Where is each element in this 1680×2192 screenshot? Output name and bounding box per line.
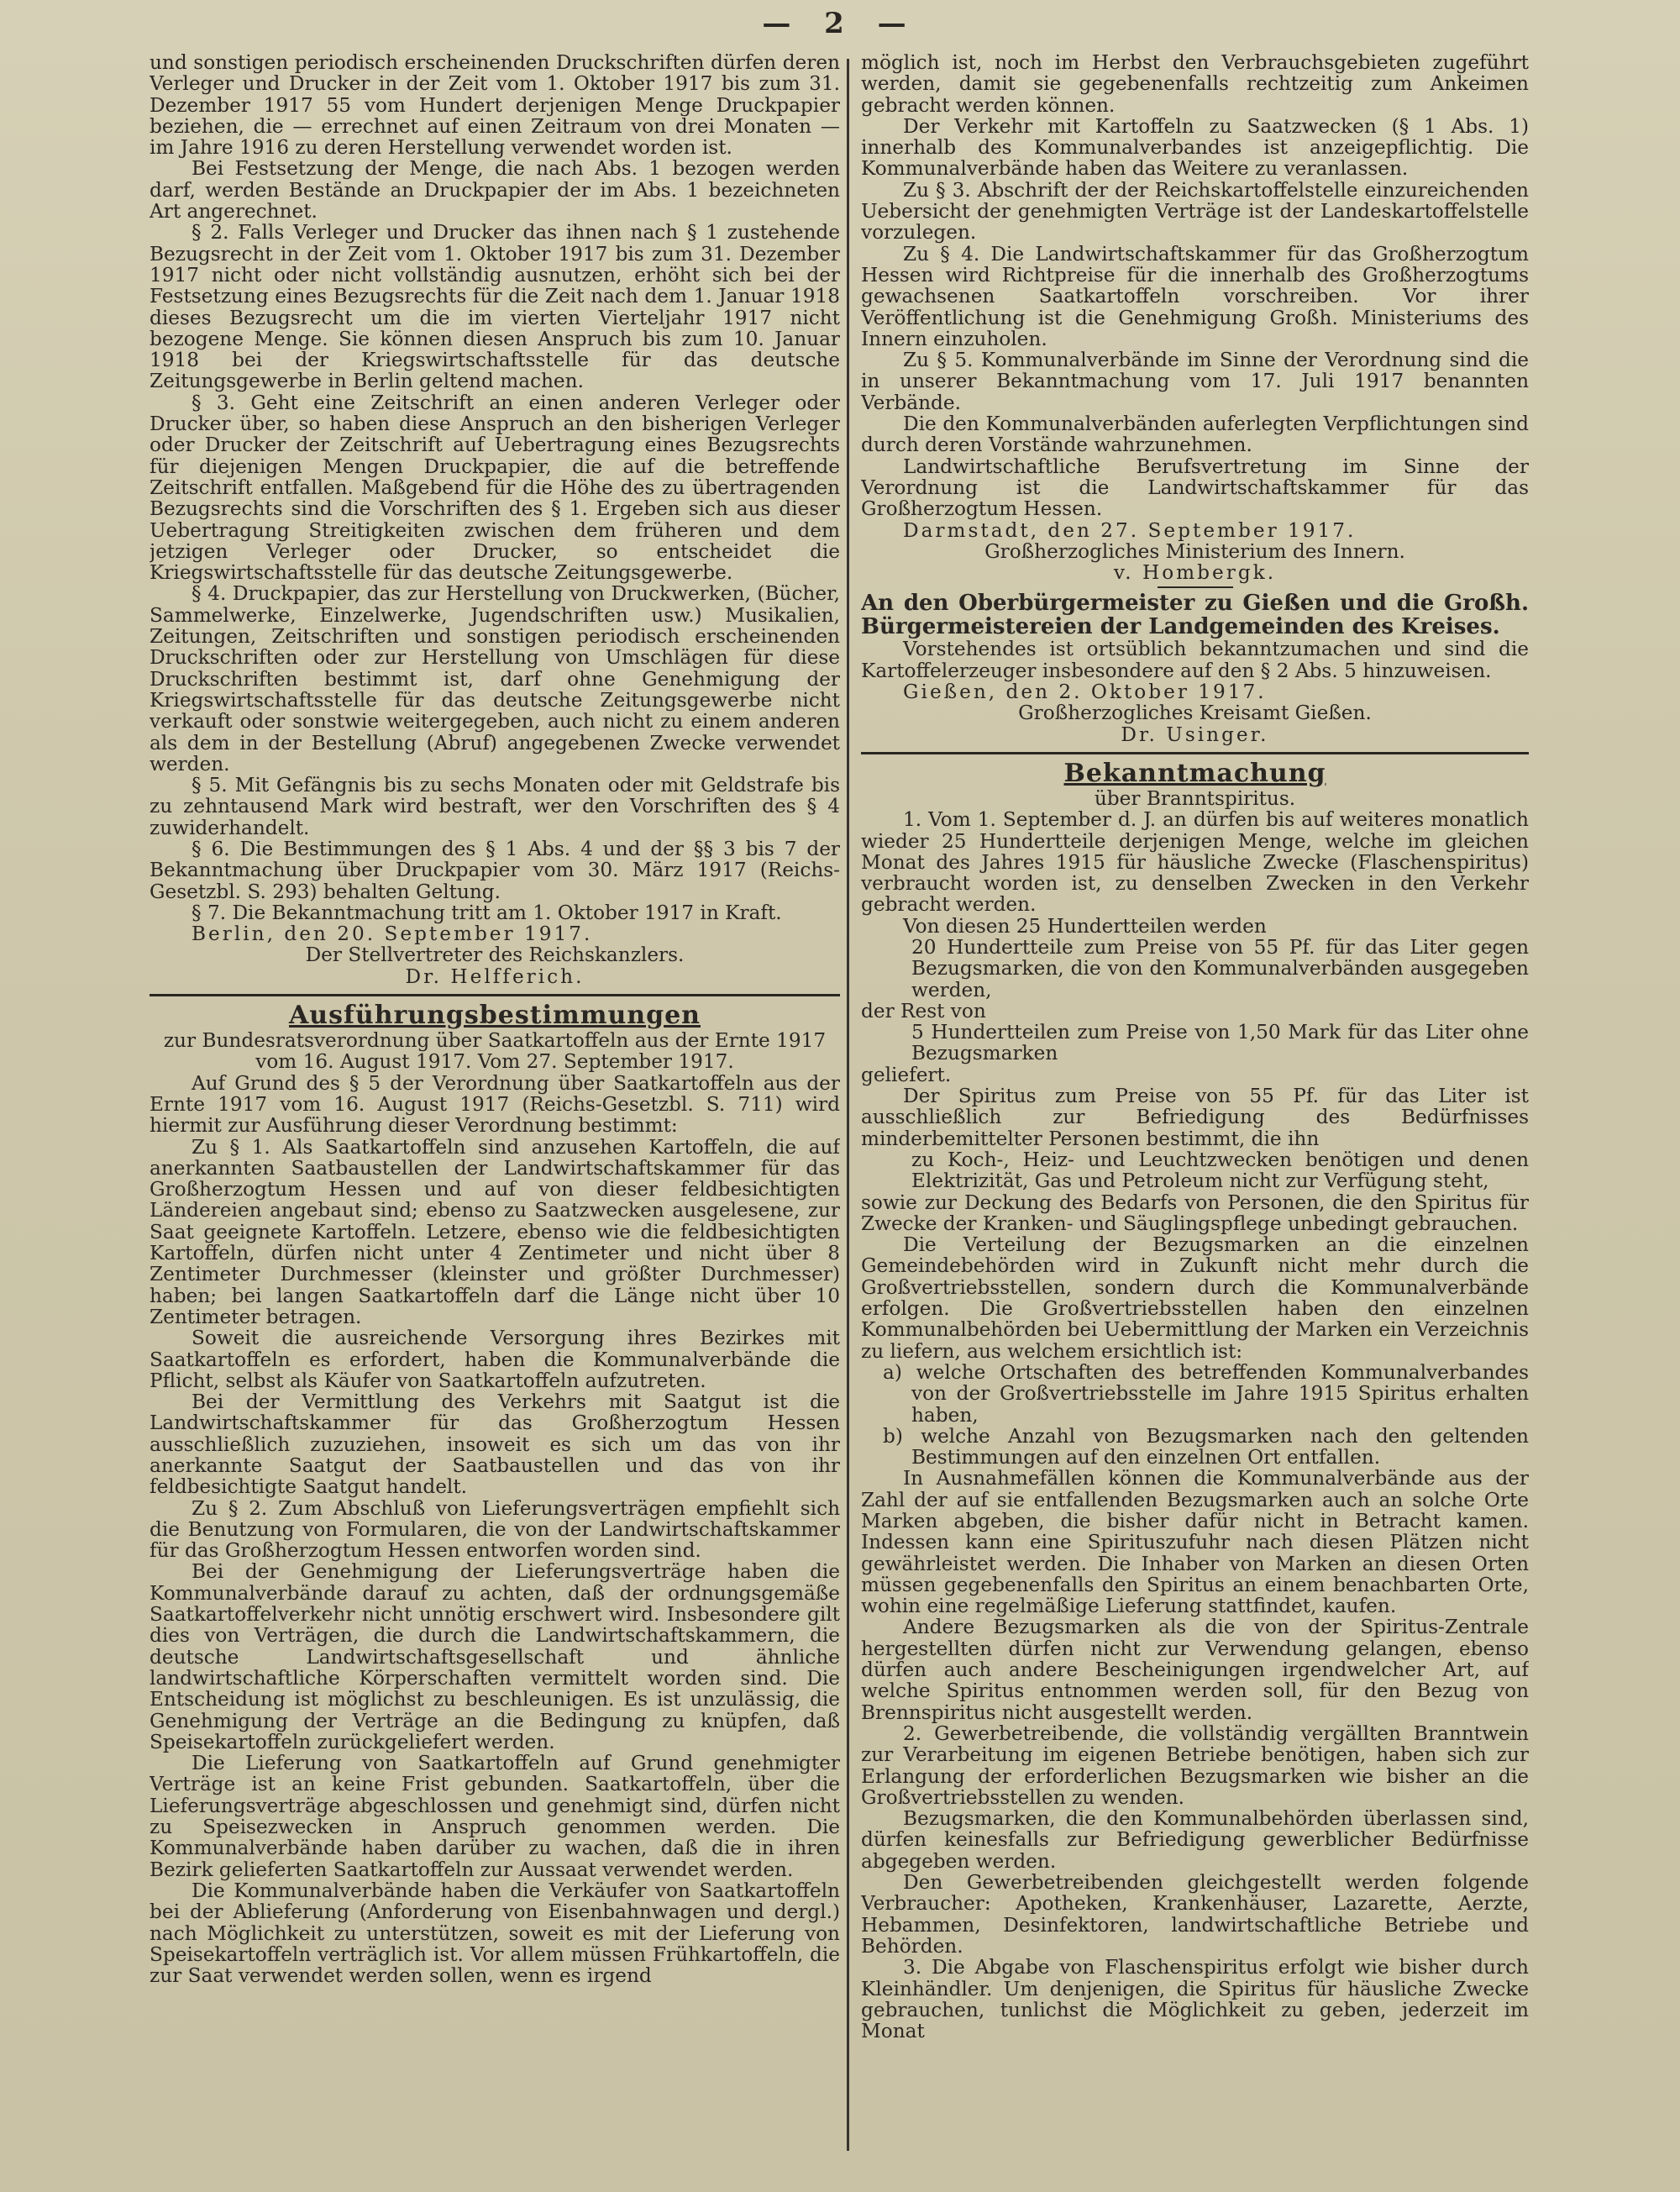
paragraph: Die Lieferung von Saatkartoffeln auf Grund genehmigter Verträge ist an keine Frist gebunden. Saatkartoffeln, über die Lieferungsverträge abgeschlossen und genehmigt sind, dürfen nicht zu Speisezwecken in Anspruch genommen werden. Die Kommunalverbände haben darüber zu wachen, daß die in ihren Bezirk gelieferten Saatkartoffeln zur Aussaat verwendet werden. — [150, 1752, 840, 1881]
signature-title: Der Stellvertreter des Reichskanzlers. — [305, 944, 685, 967]
paragraph: Zu § 3. Abschrift der der Reichskartoffelstelle einzureichenden Uebersicht der genehmigten Verträge ist der Landeskartoffelstelle vorzulegen. — [861, 178, 1529, 244]
signature-title: Großherzogliches Ministerium des Innern. — [984, 539, 1405, 563]
paragraph: 1. Vom 1. September d. J. an dürfen bis auf weiteres monatlich wieder 25 Hundertteile derjenigen Menge, welche im gleichen Monat des Jahres 1915 für häusliche Zwecke (Flaschenspiritus) verbraucht worden ist, zu denselben Zwecken in den Verkehr gebracht werden. — [861, 808, 1529, 917]
paragraph: der Rest von — [861, 999, 986, 1022]
paragraph: Die Verteilung der Bezugsmarken an die einzelnen Gemeindebehörden wird in Zukunft nicht mehr durch die Großvertriebsstellen, sondern durch die Kommunalverbände erfolgen. Die Großvertriebsstellen haben den einzelnen Kommunalbehörden bei Uebermittlung der Marken ein Verzeichnis zu liefern, aus welchem ersichtlich ist: — [861, 1233, 1529, 1363]
paragraph: § 4. Druckpapier, das zur Herstellung von Druckwerken, (Bücher, Sammelwerke, Einzelwerke, Jugendschriften usw.) Musikalien, Zeitungen, Zeitschriften und sonstigen periodisch erscheinenden Druckschriften oder zur Herstellung von Umschlägen für diese Druckschriften bestimmt ist, darf ohne Genehmigung der Kriegswirtschaftsstelle für das deutsche Zeitungsgewerbe nicht verkauft oder sonstwie weitergegeben, auch nicht zu einem anderen als dem in der Bestellung (Abruf) angegebenen Zwecke verwendet werden. — [150, 582, 840, 775]
paragraph: sowie zur Deckung des Bedarfs von Personen, die den Spiritus für Zwecke der Kranken- und Säuglingspflege unbedingt gebrauchen. — [861, 1191, 1529, 1235]
paragraph: § 3. Geht eine Zeitschrift an einen anderen Verleger oder Drucker über, so haben diese Anspruch an den bisherigen Verleger oder Drucker der Zeitschrift auf Uebertragung eines Bezugsrechts für diejenigen Mengen Druckpapier, die auf die betreffende Zeitschrift entfallen. Maßgebend für die Höhe des zu übertragenden Bezugsrechts sind die Vorschriften des § 1. Ergeben sich aus dieser Uebertragung Streitigkeiten zwischen dem früheren und dem jetzigen Verleger oder Drucker, so entscheidet die Kriegswirtschaftsstelle für das deutsche Zeitungsgewerbe. — [150, 391, 840, 585]
right-column — [861, 52, 1529, 2153]
section-rule — [861, 752, 1529, 754]
short-rule — [1158, 586, 1233, 588]
paragraph: Die den Kommunalverbänden auferlegten Verpflichtungen sind durch deren Vorstände wahrzunehmen. — [861, 413, 1529, 457]
paragraph: 20 Hundertteile zum Preise von 55 Pf. für das Liter gegen Bezugsmarken, die von den Kommunalverbänden ausgegeben werden, — [911, 935, 1529, 1001]
paragraph: 5 Hundertteilen zum Preise von 1,50 Mark für das Liter ohne Bezugsmarken — [911, 1021, 1529, 1065]
paragraph: geliefert. — [861, 1063, 952, 1086]
page-number: — 2 — — [762, 7, 918, 40]
signature-title: Großherzogliches Kreisamt Gießen. — [1018, 702, 1372, 725]
column-divider — [847, 59, 849, 2151]
list-item: a) welche Ortschaften des betreffenden Kommunalverbandes von der Großvertriebsstelle im Jahre 1915 Spiritus erhalten haben, — [883, 1360, 1529, 1427]
list-item: b) welche Anzahl von Bezugsmarken nach den geltenden Bestimmungen auf den einzelnen Ort entfallen. — [883, 1424, 1529, 1469]
place-date: Gießen, den 2. Oktober 1917. — [903, 681, 1267, 704]
paragraph: § 2. Falls Verleger und Drucker das ihnen nach § 1 zustehende Bezugsrecht in der Zeit vom 1. Oktober 1917 bis zum 31. Dezember 1917 nicht oder nicht vollständig ausnutzen, erhöht sich bei der Festsetzung eines Bezugsrechts für die Zeit nach dem 1. Januar 1918 dieses Bezugsrecht um die im vierten Vierteljahr 1917 nicht bezogene Menge. Sie können diesen Anspruch bis zum 10. Januar 1918 bei der Kriegswirtschaftsstelle für das deutsche Zeitungsgewerbe in Berlin geltend machen. — [150, 221, 840, 393]
paragraph: Vorstehendes ist ortsüblich bekanntzumachen und sind die Kartoffelerzeuger insbesondere auf den § 2 Abs. 5 hinzuweisen. — [861, 638, 1529, 682]
paragraph: und sonstigen periodisch erscheinenden Druckschriften dürfen deren Verleger und Drucker in der Zeit vom 1. Oktober 1917 bis zum 31. Dezember 1917 55 vom Hundert derjenigen Menge Druckpapier beziehen, die — errechnet auf einen Zeitraum von drei Monaten — im Jahre 1916 zu deren Herstellung verwendet worden ist. — [150, 52, 840, 160]
place-date: Darmstadt, den 27. September 1917. — [903, 518, 1357, 542]
paragraph: Bei der Genehmigung der Lieferungsverträge haben die Kommunalverbände darauf zu achten, daß der ordnungsgemäße Saatkartoffelverkehr nicht unnötig erschwert wird. Insbesondere gilt dies von Verträgen, die durch die Landwirtschaftskammern, die deutsche Landwirtschaftsgesellschaft und ähnliche landwirtschaftliche Körperschaften vermittelt worden sind. Die Entscheidung ist möglichst zu beschleunigen. Es ist unzulässig, die Genehmigung der Verträge an die Bedingung zu knüpfen, daß Speisekartoffeln zurückgeliefert werden. — [150, 1560, 840, 1753]
paragraph: Die Kommunalverbände haben die Verkäufer von Saatkartoffeln bei der Ablieferung (Anforderung von Eisenbahnwagen und dergl.) nach Möglichkeit zu unterstützen, soweit es mit der Lieferung von Speisekartoffeln verträglich ist. Vor allem müssen Frühkartoffeln, die zur Saat verwendet werden sollen, wenn es irgend — [150, 1879, 840, 1988]
paragraph: zu Koch-, Heiz- und Leuchtzwecken benötigen und denen Elektrizität, Gas und Petroleum nicht zur Verfügung steht, — [911, 1148, 1529, 1193]
place-date: Berlin, den 20. September 1917. — [192, 923, 593, 946]
signature-name: Dr. Helfferich. — [405, 965, 585, 988]
paragraph: Bei der Vermittlung des Verkehrs mit Saatgut ist die Landwirtschaftskammer für das Großherzogtum Hessen ausschließlich zuzuziehen, insoweit es sich um das von ihr anerkannte Saatgut der Saatbaustellen und das von ihr feldbesichtigte Saatgut handelt. — [150, 1390, 840, 1499]
paragraph: Der Spiritus zum Preise von 55 Pf. für das Liter ist ausschließlich zur Befriedigung des Bedürfnisses minderbemittelter Personen bestimmt, die ihn — [861, 1085, 1529, 1150]
section-rule — [150, 994, 840, 996]
paragraph: Zu § 5. Kommunalverbände im Sinne der Verordnung sind die in unserer Bekanntmachung vom 17. Juli 1917 benannten Verbände. — [861, 349, 1529, 414]
signature-name: Dr. Usinger. — [1121, 723, 1269, 746]
paragraph: Auf Grund des § 5 der Verordnung über Saatkartoffeln aus der Ernte 1917 vom 16. August 1917 (Reichs-Gesetzbl. S. 711) wird hiermit zur Ausführung dieser Verordnung bestimmt: — [150, 1071, 840, 1138]
paragraph: Landwirtschaftliche Berufsvertretung im Sinne der Verordnung ist die Landwirtschaftskammer für das Großherzogtum Hessen. — [861, 455, 1529, 521]
addressee-heading: An den Oberbürgermeister zu Gießen und die Großh. Bürgermeistereien der Landgemeinden des Kreises. — [861, 591, 1529, 640]
paragraph: § 5. Mit Gefängnis bis zu sechs Monaten oder mit Geldstrafe bis zu zehntausend Mark wird bestraft, wer den Vorschriften des § 4 zuwiderhandelt. — [150, 774, 840, 839]
paragraph: Bei Festsetzung der Menge, die nach Abs. 1 bezogen werden darf, werden Bestände an Druckpapier der im Abs. 1 bezeichneten Art angerechnet. — [150, 157, 840, 223]
paragraph: Den Gewerbetreibenden gleichgestellt werden folgende Verbraucher: Apotheken, Krankenhäuser, Lazarette, Aerzte, Hebammen, Desinfektoren, landwirtschaftliche Betriebe und Behörden. — [861, 1871, 1529, 1958]
subheading: über Branntspiritus. — [1094, 786, 1296, 810]
paragraph: Zu § 2. Zum Abschluß von Lieferungsverträgen empfiehlt sich die Benutzung von Formularen, die von der Landwirtschaftskammer für das Großherzogtum Hessen entworfen worden sind. — [150, 1496, 840, 1563]
subheading: zur Bundesratsverordnung über Saatkartoffeln aus der Ernte 1917 vom 16. August 1917. Vom 27. September 1917. — [163, 1029, 827, 1074]
paragraph: Andere Bezugsmarken als die von der Spiritus-Zentrale hergestellten dürfen nicht zur Verwendung gelangen, ebenso dürfen auch andere Bescheinigungen irgendwelcher Art, auf welche Spiritus entnommen werden soll, für den Bezug von Brennspiritus nicht ausgestellt werden. — [861, 1616, 1529, 1724]
paragraph: § 6. Die Bestimmungen des § 1 Abs. 4 und der §§ 3 bis 7 der Bekanntmachung über Druckpapier vom 30. März 1917 (Reichs-Gesetzbl. S. 293) behalten Geltung. — [150, 837, 840, 903]
paragraph: möglich ist, noch im Herbst den Verbrauchsgebieten zugeführt werden, damit sie gegebenenfalls rechtzeitig zum Ankeimen gebracht werden können. — [861, 52, 1529, 117]
paragraph: § 7. Die Bekanntmachung tritt am 1. Oktober 1917 in Kraft. — [192, 901, 782, 924]
paragraph: Zu § 4. Die Landwirtschaftskammer für das Großherzogtum Hessen wird Richtpreise für die innerhalb des Großherzogtums gewachsenen Saatkartoffeln vorschreiben. Vor ihrer Veröffentlichung ist die Genehmigung Großh. Ministeriums des Innern einzuholen. — [861, 242, 1529, 350]
paragraph: Zu § 1. Als Saatkartoffeln sind anzusehen Kartoffeln, die auf anerkannten Saatbaustellen der Landwirtschaftskammer für das Großherzogtum Hessen und auf von dieser feldbesichtigten Ländereien angebaut sind; ebenso zu Saatzwecken ausgelesene, zur Saat geeignete Kartoffeln. Letzere, ebenso wie die feldbesichtigten Kartoffeln, dürfen nicht unter 4 Zentimeter und nicht über 8 Zentimeter Durchmesser (kleinster und größter Durchmesser) haben; bei langen Saatkartoffeln darf die Länge nicht über 10 Zentimeter betragen. — [150, 1135, 840, 1328]
section-heading: Bekanntmachung — [1063, 758, 1326, 788]
paragraph: In Ausnahmefällen können die Kommunalverbände aus der Zahl der auf sie entfallenden Bezugsmarken auch an solche Orte Marken abgeben, die bisher dafür nicht in Betracht kamen. Indessen kann eine Spirituszufuhr nach diesen Plätzen nicht gewährleistet werden. Die Inhaber von Marken an diesen Orten müssen gegebenenfalls den Spiritus an einem benachbarten Orte, wohin eine regelmäßige Lieferung stattfindet, kaufen. — [861, 1467, 1529, 1618]
signature-name: v. Hombergk. — [1113, 561, 1277, 585]
paragraph: 2. Gewerbetreibende, die vollständig vergällten Branntwein zur Verarbeitung im eigenen Betriebe benötigen, haben sich zur Erlangung der erforderlichen Bezugsmarken wie bisher an die Großvertriebsstellen zu wenden. — [861, 1722, 1529, 1809]
paragraph: Der Verkehr mit Kartoffeln zu Saatzwecken (§ 1 Abs. 1) innerhalb des Kommunalverbandes ist anzeigepflichtig. Die Kommunalverbände haben das Weitere zu veranlassen. — [861, 114, 1529, 181]
left-column — [150, 52, 840, 2153]
paragraph: Bezugsmarken, die den Kommunalbehörden überlassen sind, dürfen keinesfalls zur Befriedigung gewerblicher Bedürfnisse abgegeben werden. — [861, 1807, 1529, 1873]
paragraph: Soweit die ausreichende Versorgung ihres Bezirkes mit Saatkartoffeln es erfordert, haben die Kommunalverbände die Pflicht, selbst als Käufer von Saatkartoffeln aufzutreten. — [150, 1327, 840, 1392]
paragraph: 3. Die Abgabe von Flaschenspiritus erfolgt wie bisher durch Kleinhändler. Um denjenigen, die Spiritus für häusliche Zwecke gebrauchen, tunlichst die Möglichkeit zu geben, jederzeit im Monat — [861, 1956, 1529, 2043]
paragraph: Von diesen 25 Hundertteilen werden — [903, 914, 1267, 938]
section-heading: Ausführungsbestimmungen — [289, 1001, 701, 1031]
